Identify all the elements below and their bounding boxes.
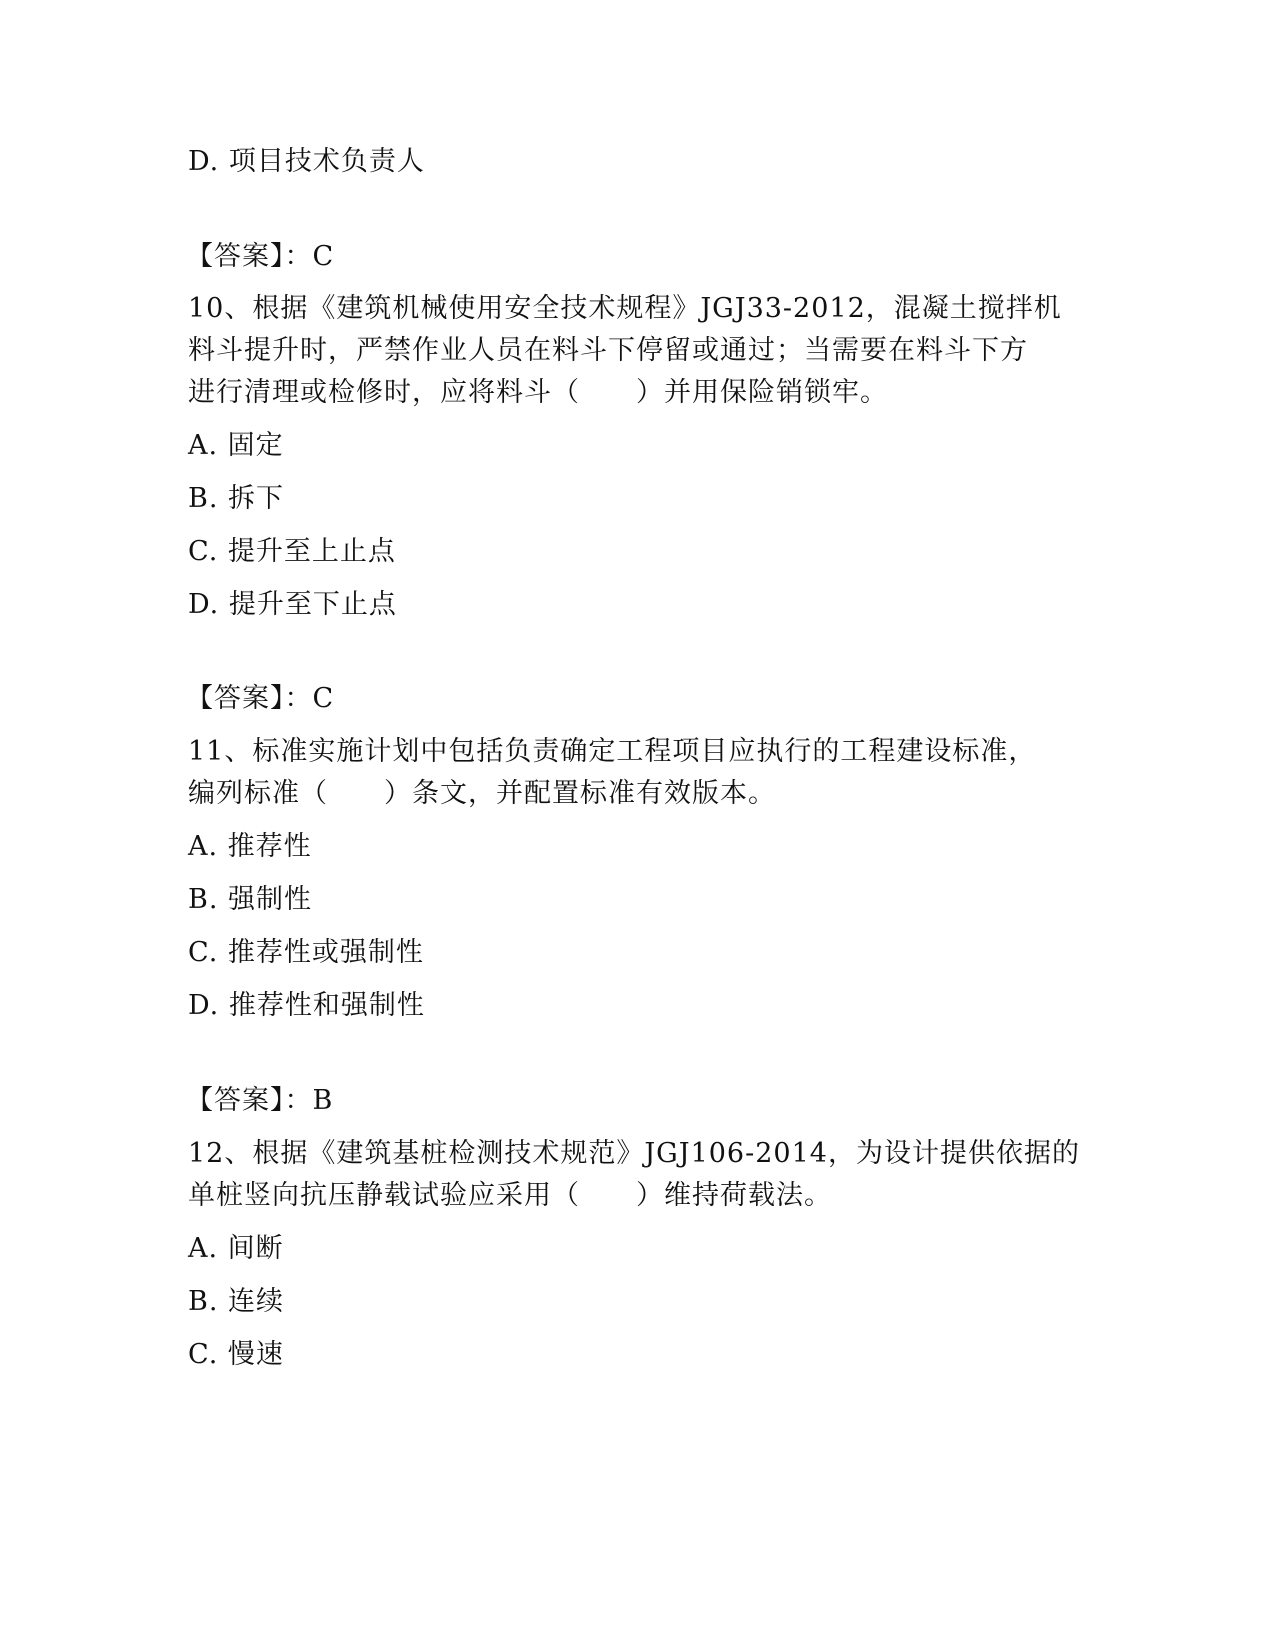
q10-option-d: D. 提升至下止点	[188, 589, 397, 620]
q10-option-c: C. 提升至上止点	[188, 536, 396, 567]
q11-option-a: A. 推荐性	[188, 831, 312, 862]
q11-option-c: C. 推荐性或强制性	[188, 937, 424, 968]
q10-answer: 【答案】：C	[186, 683, 335, 714]
q11-stem-line-1: 11、标准实施计划中包括负责确定工程项目应执行的工程建设标准，	[188, 736, 1037, 767]
q12-option-c: C. 慢速	[188, 1339, 284, 1370]
q10-stem-line-3: 进行清理或检修时，应将料斗（ ）并用保险销锁牢。	[188, 377, 888, 408]
q11-option-b: B. 强制性	[188, 884, 313, 915]
q12-option-a: A. 间断	[188, 1233, 284, 1264]
q10-option-b: B. 拆下	[188, 483, 285, 514]
q9-answer: 【答案】：C	[186, 241, 335, 272]
q12-stem-line-2: 单桩竖向抗压静载试验应采用（ ）维持荷载法。	[188, 1180, 832, 1211]
q12-stem-line-1: 12、根据《建筑基桩检测技术规范》JGJ106-2014，为设计提供依据的	[188, 1138, 1080, 1169]
q10-stem-line-1: 10、根据《建筑机械使用安全技术规程》JGJ33-2012，混凝土搅拌机	[188, 293, 1062, 324]
q10-option-a: A. 固定	[188, 430, 284, 461]
q11-stem-line-2: 编列标准（ ）条文，并配置标准有效版本。	[188, 778, 776, 809]
q12-option-b: B. 连续	[188, 1286, 285, 1317]
q11-option-d: D. 推荐性和强制性	[188, 990, 425, 1021]
q11-answer: 【答案】：B	[186, 1085, 334, 1116]
q9-option-d: D. 项目技术负责人	[188, 146, 425, 177]
q10-stem-line-2: 料斗提升时，严禁作业人员在料斗下停留或通过；当需要在料斗下方	[188, 335, 1028, 366]
